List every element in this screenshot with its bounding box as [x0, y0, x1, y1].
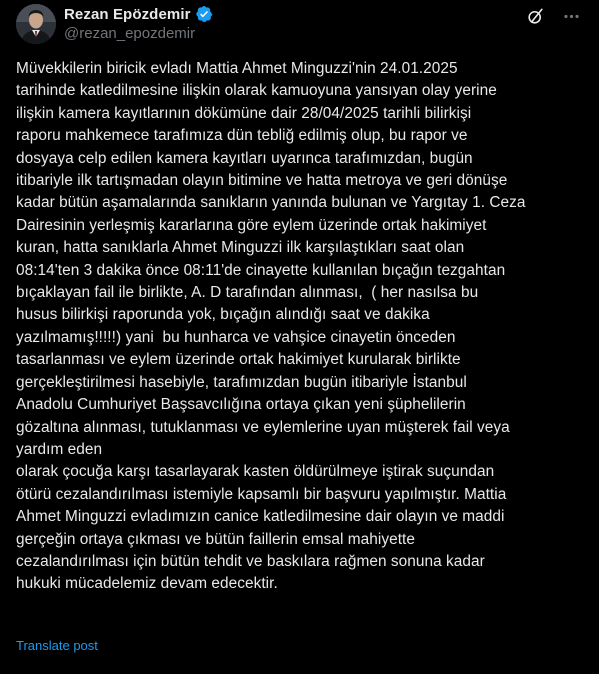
more-icon[interactable] — [561, 6, 581, 26]
author-handle[interactable]: @rezan_epozdemir — [64, 25, 196, 42]
verified-badge-icon — [195, 5, 213, 23]
translate-post-link[interactable]: Translate post — [16, 638, 98, 653]
avatar-image — [16, 4, 56, 44]
post-text: Müvekkilerin biricik evladı Mattia Ahmet Minguzzi'nin 24.01.2025 tarihinde katledilmesine ilişkin olarak kamuoyuna yansıyan olay yerine ilişkin kamera kayıtlarının dökümüne dair 28/04/2025 tarihli bilirkişi raporu mahkemece tarafımıza dün tebliğ edilmiş olup, bu rapor ve dosyaya celp edilen kamera kayıtları uyarınca tarafımızdan, bugün itibariyle ilk tartışmadan olayın bitimine ve hatta metroya ve geri dönüşe kadar bütün aşamalarında sanıkların yanında bulunan ve Yargıtay 1. Ceza Dairesinin yerleşmiş kararlarına göre eylem üzerinde ortak hakimiyet kuran, hatta sanıklarla Ahmet Minguzzi ilk karşılaştıkları saat olan 08:14'ten 3 dakika önce 08:11'de cinayette kullanılan bıçağın tezgahtan bıçaklayan fail ile birlikte, A. D tarafından alınması, ( her nasılsa bu husus bilirkişi raporunda yok, bıçağın alındığı saat ve dakika yazılmamış!!!!!) yani bu hunharca ve vahşice cinayetin önceden tasarlanması ve eylem üzerinde ortak hakimiyet kurularak birlikte gerçekleştirilmesi hasebiyle, tarafımızdan bugün itibariyle İstanbul Anadolu Cumhuriyet Başsavcılığına ortaya çıkan yeni şüphelilerin gözaltına alınması, tutuklanması ve eylemlerine uyan müşterek fail veya yardım eden olarak çocuğa karşı tasarlayarak kasten öldürülmeye iştirak suçundan ötürü cezalandırılması istemiyle kapsamlı bir başvuru yapılmıştır. Mattia Ahmet Minguzzi evladımızın canice katledilmesine dair olayın ve maddi gerçeğin ortaya çıkması ve bütün faillerin emsal mahiyette cezalandırılması için bütün tehdit ve baskılara rağmen sonuna kadar hukuki mücadelemiz devam edecektir. — [16, 60, 526, 593]
post-top-actions — [525, 6, 581, 26]
avatar[interactable] — [16, 4, 56, 44]
author-display-name[interactable]: Rezan Epözdemir — [64, 5, 191, 23]
grok-icon[interactable] — [525, 6, 545, 26]
author-name-row — [64, 4, 213, 24]
